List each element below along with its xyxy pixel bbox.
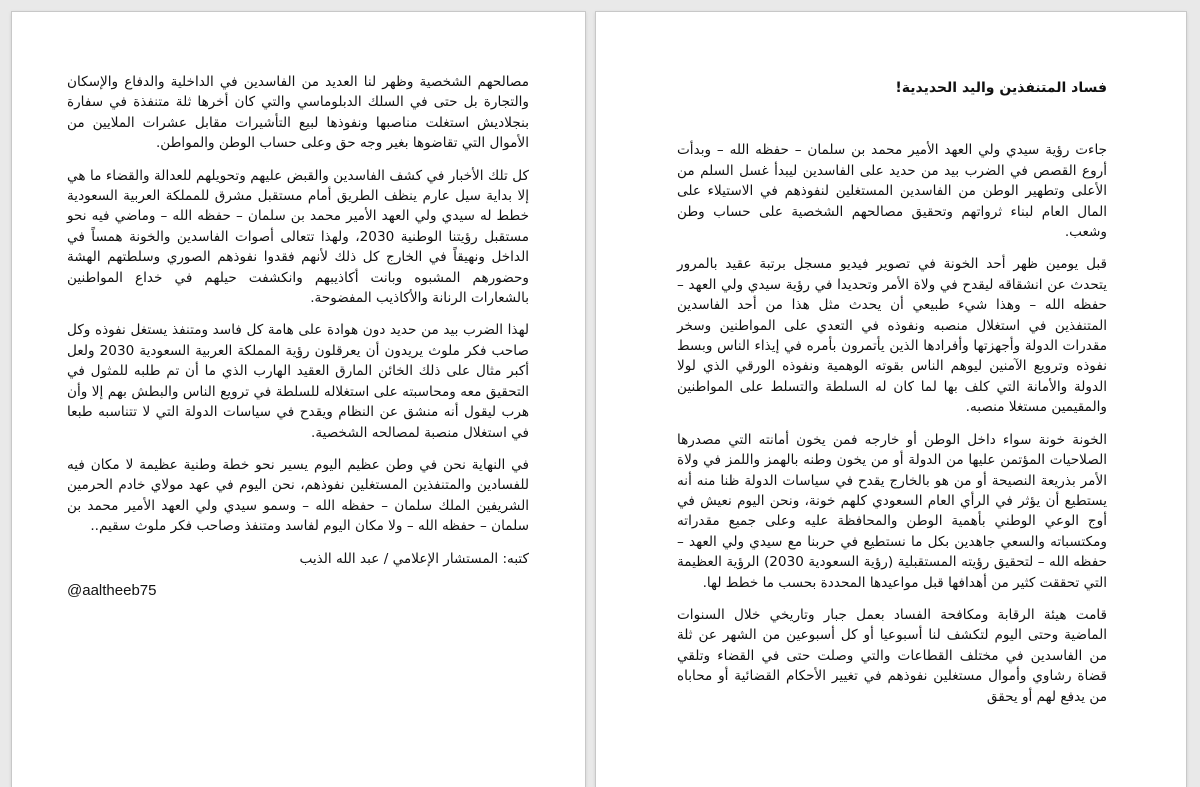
page-body — [677, 74, 1107, 719]
paragraph: في النهاية نحن في وطن عظيم اليوم يسير نحو خطة وطنية عظيمة لا مكان فيه للفسادين والمتنفذين المستغلين نفوذهم، نحن اليوم في عهد مولاي خادم الحرمين الشريفين الملك سلمان – حفظه الله – وسمو سيدي ولي العهد الأمير محمد بن سلمان – حفظه الله – ولا مكان اليوم لفاسد ومتنفذ وصاحب فكر ملوث سقيم.. — [67, 456, 529, 535]
paragraph: قامت هيئة الرقابة ومكافحة الفساد بعمل جبار وتاريخي خلال السنوات الماضية وحتى اليوم لتكشف لنا أسبوعيا أو كل أسبوعين من الشهر عن ثلة من الفاسدين في مختلف القطاعات والتي وصلت حتى في القضاء وتلقي قضاة رشاوي وأموال مستغلين نفوذهم في تغيير الأحكام القضائية أو محاباه من يدفع لهم أو يحقق — [677, 606, 1107, 705]
author-signature: كتبه: المستشار الإعلامي / عبد الله الذيب — [299, 550, 529, 567]
article-title: فساد المتنفذين واليد الحديدية! — [895, 80, 1107, 96]
document-page-right — [596, 12, 1186, 787]
paragraph: جاءت رؤية سيدي ولي العهد الأمير محمد بن سلمان – حفظه الله – وبدأت أروع القصص في الضرب بيد من حديد على الفاسدين ليبدأ غسل السلم من الأعلى وتطهير الوطن من الفاسدين المستغلين لنفوذهم في الاستيلاء على المال العام لبناء ثرواتهم وتحقيق مصالحهم الشخصية على حساب وطن وشعب. — [677, 142, 1107, 241]
page-body — [67, 72, 529, 601]
paragraph: الخونة خونة سواء داخل الوطن أو خارجه فمن يخون أمانته التي مصدرها الصلاحيات المؤتمن عليها من الدولة أو من يخون وطنه بالهمز واللمز في ولاة الأمر بذريعة النصيحة أو من هو بالخارج يقدح في سياسات الدولة ظنا منه أنه يستطيع أن يؤثر في الرأي العام السعودي كلهم خونة، ونحن اليوم نعيش في أوج الوعي الوطني بأهمية الوطن والمحافظة عليه وعلى جميع مقدراته ومكتسباته والسعي جاهدين بكل ما نستطيع في حربنا مع سيدي ولي العهد – حفظه الله – لتحقيق رؤيته المستقبلية (رؤية السعودية 2030) الرؤية العظيمة التي تحققت كثير من أهدافها قبل مواعيدها المحددة بحسب ما خطط لها. — [677, 431, 1107, 591]
twitter-handle: @aaltheeb75 — [67, 581, 157, 599]
paragraph: مصالحهم الشخصية وظهر لنا العديد من الفاسدين في الداخلية والدفاع والإسكان والتجارة بل حتى في السلك الدبلوماسي والتي كان أخرها ثلة متنفذة في سفارة بنجلاديش استغلت مناصبها ونفوذها لبيع التأشيرات مقابل عشرات الملايين من الأموال التي تقاضوها بغير وجه حق وعلى حساب الوطن والمواطن. — [67, 74, 529, 152]
paragraph: لهذا الضرب بيد من حديد دون هوادة على هامة كل فاسد ومتنفذ يستغل نفوذه وكل صاحب فكر ملوث يريدون أن يعرقلون رؤية المملكة العربية السعودية 2030 ولعل أكبر مثال على ذلك الخائن المارق العقيد الهارب الذي ما أن تم طلبه للمثول في التحقيق معه ومحاسبته على استغلاله للسلطة في ترويع الناس والبطش بهم إلا وأن هرب ليقول أنه منشق عن النظام ويقدح في سياسات الدولة التي لا تتناسبه طبعا في استغلال منصبة لمصالحه الشخصية. — [67, 322, 529, 441]
paragraph: كل تلك الأخبار في كشف الفاسدين والقبض عليهم وتحويلهم للعدالة والقضاء ما هي إلا بداية سيل عارم ينظف الطريق أمام مستقبل مشرق للمملكة العربية السعودية خطط له سيدي ولي العهد الأمير محمد بن سلمان – حفظه الله – وماضي فيه نحو مستقبل رؤيتنا الوطنية 2030، ولهذا تتعالى أصوات الفاسدين والخونة همساً في الداخل ونهيقاً في الخارج كل ذلك لأنهم فقدوا نفوذهم الصوري وسلطتهم الهشة وحضورهم المشبوه وبانت أكاذيبهم وانكشفت حيلهم في خداع المواطنين بالشعارات الرنانة والأكاذيب المفضوحة. — [67, 167, 529, 307]
paragraph: قبل يومين ظهر أحد الخونة في تصوير فيديو مسجل برتبة عقيد بالمرور يتحدث عن انشقاقه ليقدح في ولاة الأمر وتحديدا في رؤية سيدي ولي العهد – حفظه الله – وهذا شيء طبيعي أن يحدث مثل هذا من أحد الفاسدين المتنفذين في استغلال منصبه ونفوذه في التعدي على المواطنين وسخر مقدرات الدولة وأجهزتها وأفرادها الذين يأتمرون بأمره في إيذاء الناس وبسط نفوذه وترويع الآمنين ليوهم الناس بقوته الوهمية ونفوذه الورقي الذي لولا الدولة والأمانة التي كلف بها لما كان له السلطة والتسلط على المواطنين والمقيمين مستغلا منصبه. — [677, 256, 1107, 416]
document-page-left — [12, 12, 585, 787]
